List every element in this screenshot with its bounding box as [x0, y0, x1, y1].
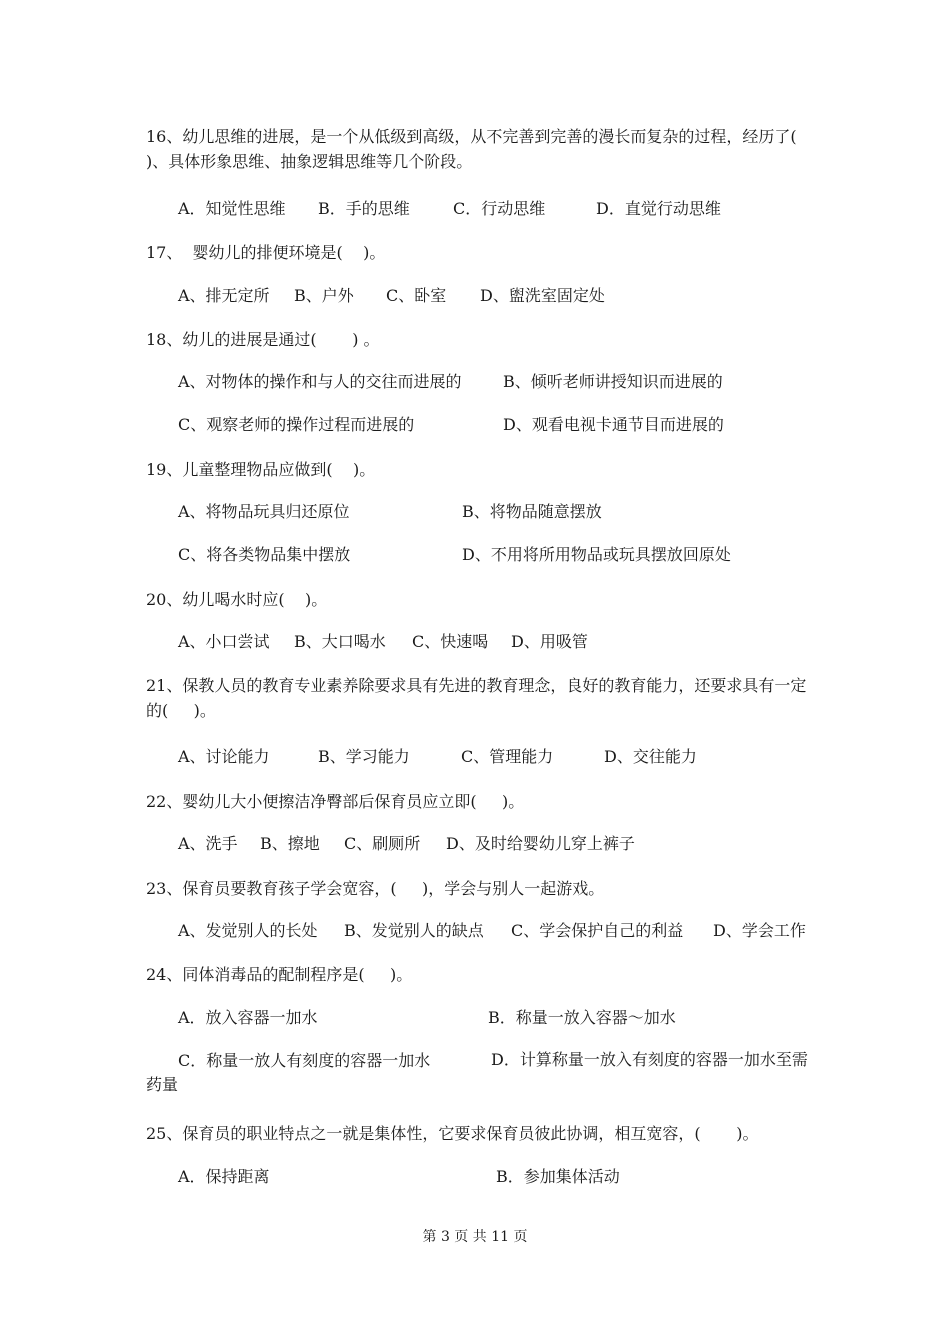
- question-20-stem: 20、幼儿喝水时应( )。: [146, 590, 328, 609]
- question-16-option-c: C．行动思维: [453, 199, 546, 218]
- question-19-option-d: D、不用将所用物品或玩具摆放回原处: [462, 545, 731, 564]
- question-18-option-b: B、倾听老师讲授知识而进展的: [503, 372, 723, 391]
- question-17-option-c: C、卧室: [386, 286, 447, 305]
- question-20-option-c: C、快速喝: [412, 632, 489, 651]
- question-16-option-d: D．直觉行动思维: [596, 199, 721, 218]
- question-23-option-a: A、发觉别人的长处: [178, 921, 318, 940]
- question-23-option-b: B、发觉别人的缺点: [344, 921, 484, 940]
- question-22-option-c: C、刷厕所: [344, 834, 421, 853]
- question-20-option-d: D、用吸管: [511, 632, 588, 651]
- question-16-option-a: A．知觉性思维: [178, 199, 286, 218]
- question-25-option-a: A．保持距离: [178, 1167, 270, 1186]
- question-17-option-b: B、户外: [294, 286, 354, 305]
- question-19-option-b: B、将物品随意摆放: [462, 502, 602, 521]
- question-19-option-a: A、将物品玩具归还原位: [178, 502, 350, 521]
- question-19-option-c: C、将各类物品集中摆放: [178, 545, 351, 564]
- question-18-option-a: A、对物体的操作和与人的交往而进展的: [178, 372, 462, 391]
- question-25-stem: 25、保育员的职业特点之一就是集体性，它要求保育员彼此协调，相互宽容，( )。: [146, 1124, 759, 1143]
- question-24-option-d: D．计算称量一放入有刻度的容器一加水至需药量: [146, 1050, 808, 1094]
- question-25-option-b: B．参加集体活动: [496, 1167, 620, 1186]
- question-23-option-c: C、学会保护自己的利益: [511, 921, 684, 940]
- question-20-option-a: A、小口尝试: [178, 632, 270, 651]
- question-21-option-b: B、学习能力: [318, 747, 410, 766]
- question-24-stem: 24、同体消毒品的配制程序是( )。: [146, 965, 413, 984]
- question-19-stem: 19、儿童整理物品应做到( )。: [146, 460, 376, 479]
- question-22-option-b: B、擦地: [260, 834, 320, 853]
- question-23-stem: 23、保育员要教育孩子学会宽容，( )，学会与别人一起游戏。: [146, 879, 605, 898]
- question-21-stem: 21、保教人员的教育专业素养除要求具有先进的教育理念，良好的教育能力，还要求具有一定的( )。: [146, 676, 807, 720]
- question-17-option-d: D、盥洗室固定处: [480, 286, 605, 305]
- question-24-option-c: C．称量一放人有刻度的容器一加水: [178, 1051, 431, 1070]
- question-23-option-d: D、学会工作: [713, 921, 806, 940]
- question-21-option-a: A、讨论能力: [178, 747, 270, 766]
- question-20-option-b: B、大口喝水: [294, 632, 386, 651]
- question-24-option-a: A．放入容器一加水: [178, 1008, 318, 1027]
- question-18-option-d: D、观看电视卡通节目而进展的: [503, 415, 724, 434]
- question-18-stem: 18、幼儿的进展是通过( ) 。: [146, 330, 380, 349]
- question-22-option-d: D、及时给婴幼儿穿上裤子: [446, 834, 635, 853]
- question-24-option-b: B．称量一放入容器～加水: [488, 1008, 676, 1027]
- question-17-stem: 17、 婴幼儿的排便环境是( )。: [146, 243, 386, 262]
- page-number-footer: 第 3 页 共 11 页: [422, 1229, 528, 1245]
- question-16-option-b: B．手的思维: [318, 199, 410, 218]
- question-21-option-c: C、管理能力: [461, 747, 554, 766]
- question-18-option-c: C、观察老师的操作过程而进展的: [178, 415, 415, 434]
- question-22-option-a: A、洗手: [178, 834, 238, 853]
- question-22-stem: 22、婴幼儿大小便擦洁净臀部后保育员应立即( )。: [146, 792, 525, 811]
- question-21-option-d: D、交往能力: [604, 747, 697, 766]
- question-17-option-a: A、排无定所: [178, 286, 270, 305]
- question-16-stem: 16、幼儿思维的进展，是一个从低级到高级，从不完善到完善的漫长而复杂的过程，经历了( )、具体形象思维、抽象逻辑思维等几个阶段。: [146, 127, 828, 171]
